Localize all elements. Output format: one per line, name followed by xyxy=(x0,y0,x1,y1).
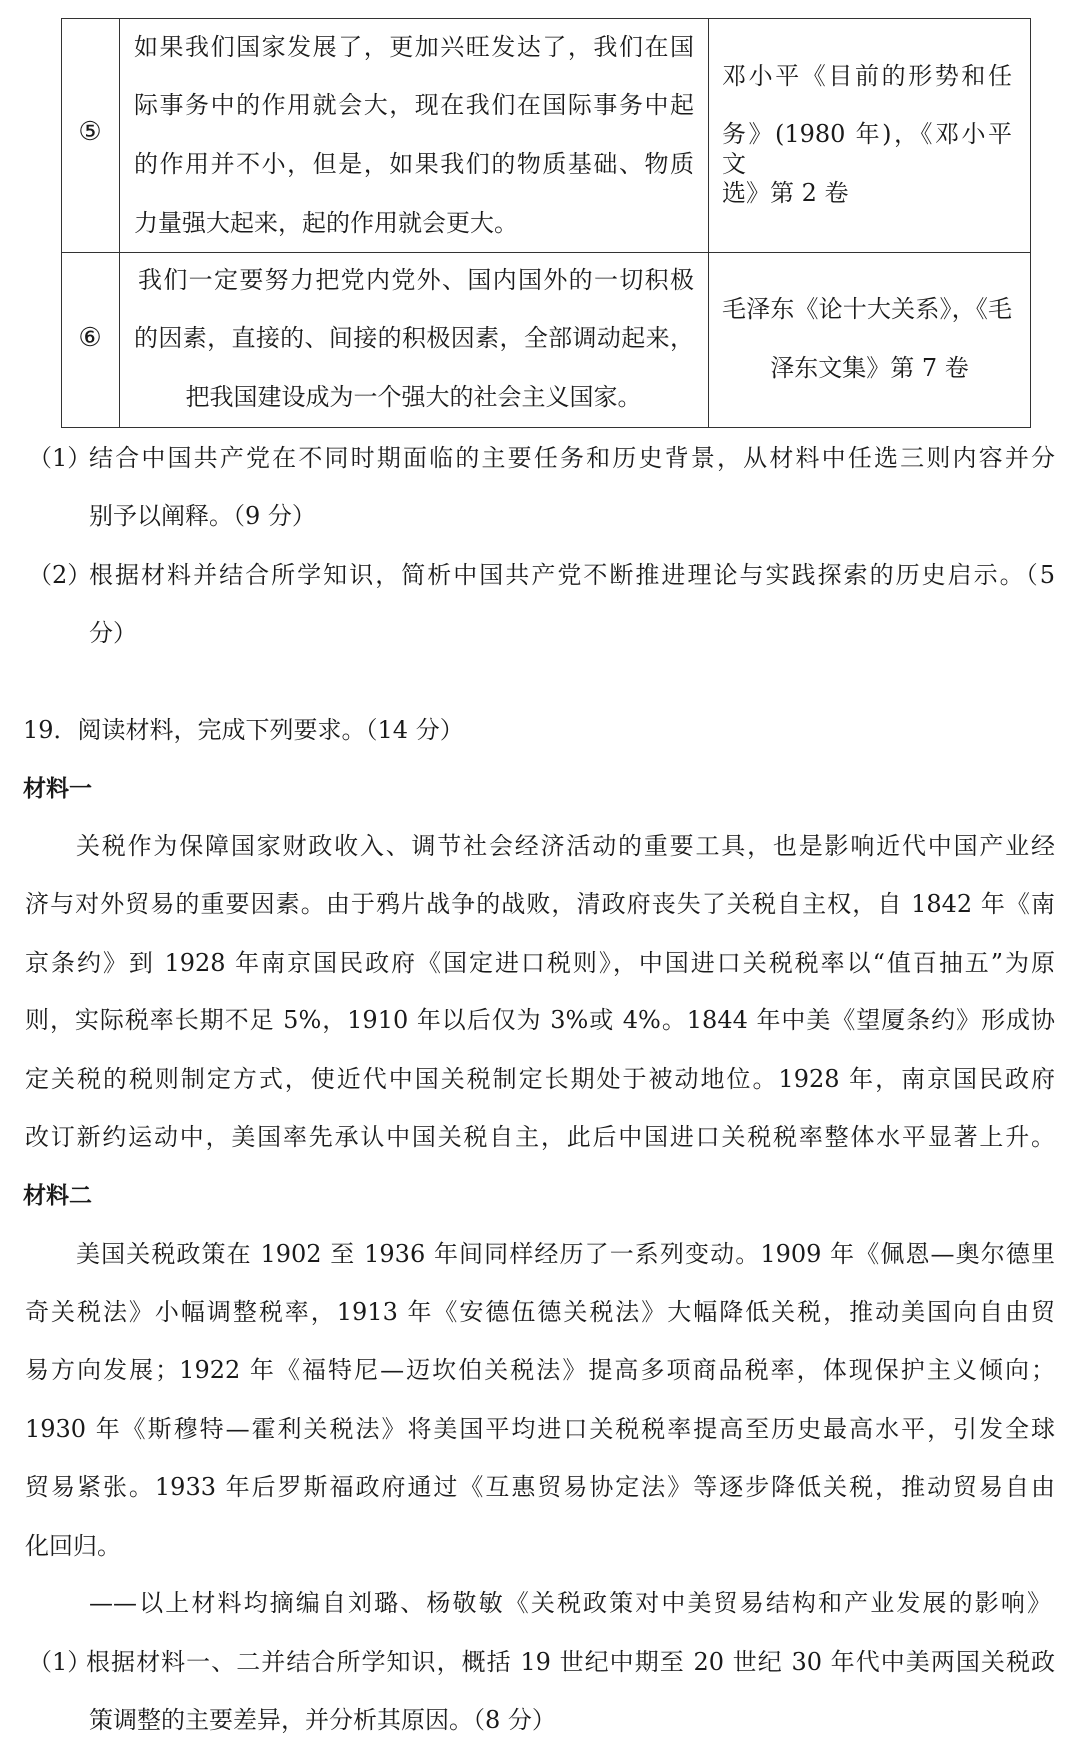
question-line: 结合中国共产党在不同时期面临的主要任务和历史背景，从材料中任选三则内容并分 xyxy=(89,444,1055,472)
question-label: （2） xyxy=(28,561,92,589)
material-line: 关税作为保障国家财政收入、调节社会经济活动的重要工具，也是影响近代中国产业经 xyxy=(76,832,1055,860)
question-19-title: 19．阅读材料，完成下列要求。（14 分） xyxy=(23,716,464,744)
quote-line: 际事务中的作用就会大，现在我们在国际事务中起 xyxy=(134,91,694,119)
question-line: 根据材料一、二并结合所学知识，概括 19 世纪中期至 20 世纪 30 年代中美两国关税政 xyxy=(86,1648,1055,1676)
source-line: 邓小平《目前的形势和任 xyxy=(722,62,1012,90)
quote-line: 力量强大起来，起的作用就会更大。 xyxy=(134,209,518,237)
material-line: 定关税的税则制定方式，使近代中国关税制定长期处于被动地位。1928 年，南京国民政府 xyxy=(25,1065,1055,1093)
question-label: （1） xyxy=(28,444,92,472)
material-line: 化回归。 xyxy=(25,1532,121,1560)
quote-line: 我们一定要努力把党内党外、国内国外的一切积极 xyxy=(138,266,694,294)
source-line: 毛泽东《论十大关系》，《毛 xyxy=(722,295,1012,323)
quote-line: 的因素，直接的、间接的积极因素，全部调动起来， xyxy=(134,324,694,352)
source-attribution: ——以上材料均摘编自刘璐、杨敬敏《关税政策对中美贸易结构和产业发展的影响》 xyxy=(89,1589,1051,1617)
source-line: 务》(1980 年)，《邓小平文 xyxy=(722,120,1012,178)
material-2-heading: 材料二 xyxy=(23,1183,92,1209)
column-divider xyxy=(119,19,120,427)
row-number: ⑤ xyxy=(78,117,102,147)
material-line: 京条约》到 1928 年南京国民政府《国定进口税则》，中国进口关税税率以“值百抽五”为原 xyxy=(25,949,1055,977)
quote-line: 的作用并不小，但是，如果我们的物质基础、物质 xyxy=(134,150,694,178)
question-line: 分） xyxy=(89,619,137,647)
row-divider xyxy=(62,252,1030,253)
quote-line: 把我国建设成为一个强大的社会主义国家。 xyxy=(185,383,642,411)
material-line: 改订新约运动中，美国率先承认中国关税自主，此后中国进口关税税率整体水平显著上升。 xyxy=(25,1123,1055,1151)
material-line: 则，实际税率长期不足 5%，1910 年以后仅为 3%或 4%。1844 年中美《望厦条约》形成协 xyxy=(25,1006,1055,1034)
question-label: （1） xyxy=(28,1648,92,1676)
material-line: 奇关税法》小幅调整税率，1913 年《安德伍德关税法》大幅降低关税，推动美国向自由贸 xyxy=(25,1298,1055,1326)
material-line: 美国关税政策在 1902 至 1936 年间同样经历了一系列变动。1909 年《佩恩—奥尔德里 xyxy=(76,1240,1055,1268)
material-line: 1930 年《斯穆特—霍利关税法》将美国平均进口关税税率提高至历史最高水平，引发全球 xyxy=(25,1415,1055,1443)
quote-line: 如果我们国家发展了，更加兴旺发达了，我们在国 xyxy=(134,33,694,61)
material-1-heading: 材料一 xyxy=(23,776,92,802)
material-line: 济与对外贸易的重要因素。由于鸦片战争的战败，清政府丧失了关税自主权，自 1842 年《南 xyxy=(25,890,1055,918)
row-number: ⑥ xyxy=(78,323,102,353)
question-line: 根据材料并结合所学知识，简析中国共产党不断推进理论与实践探索的历史启示。（5 xyxy=(89,561,1055,589)
question-line: 策调整的主要差异，并分析其原因。（8 分） xyxy=(89,1706,556,1734)
source-line: 选》第 2 卷 xyxy=(722,179,849,207)
material-line: 易方向发展；1922 年《福特尼—迈坎伯关税法》提高多项商品税率，体现保护主义倾向； xyxy=(25,1356,1055,1384)
source-line: 泽东文集》第 7 卷 xyxy=(770,354,969,382)
material-line: 贸易紧张。1933 年后罗斯福政府通过《互惠贸易协定法》等逐步降低关税，推动贸易自由 xyxy=(25,1473,1055,1501)
question-line: 别予以阐释。（9 分） xyxy=(89,502,316,530)
